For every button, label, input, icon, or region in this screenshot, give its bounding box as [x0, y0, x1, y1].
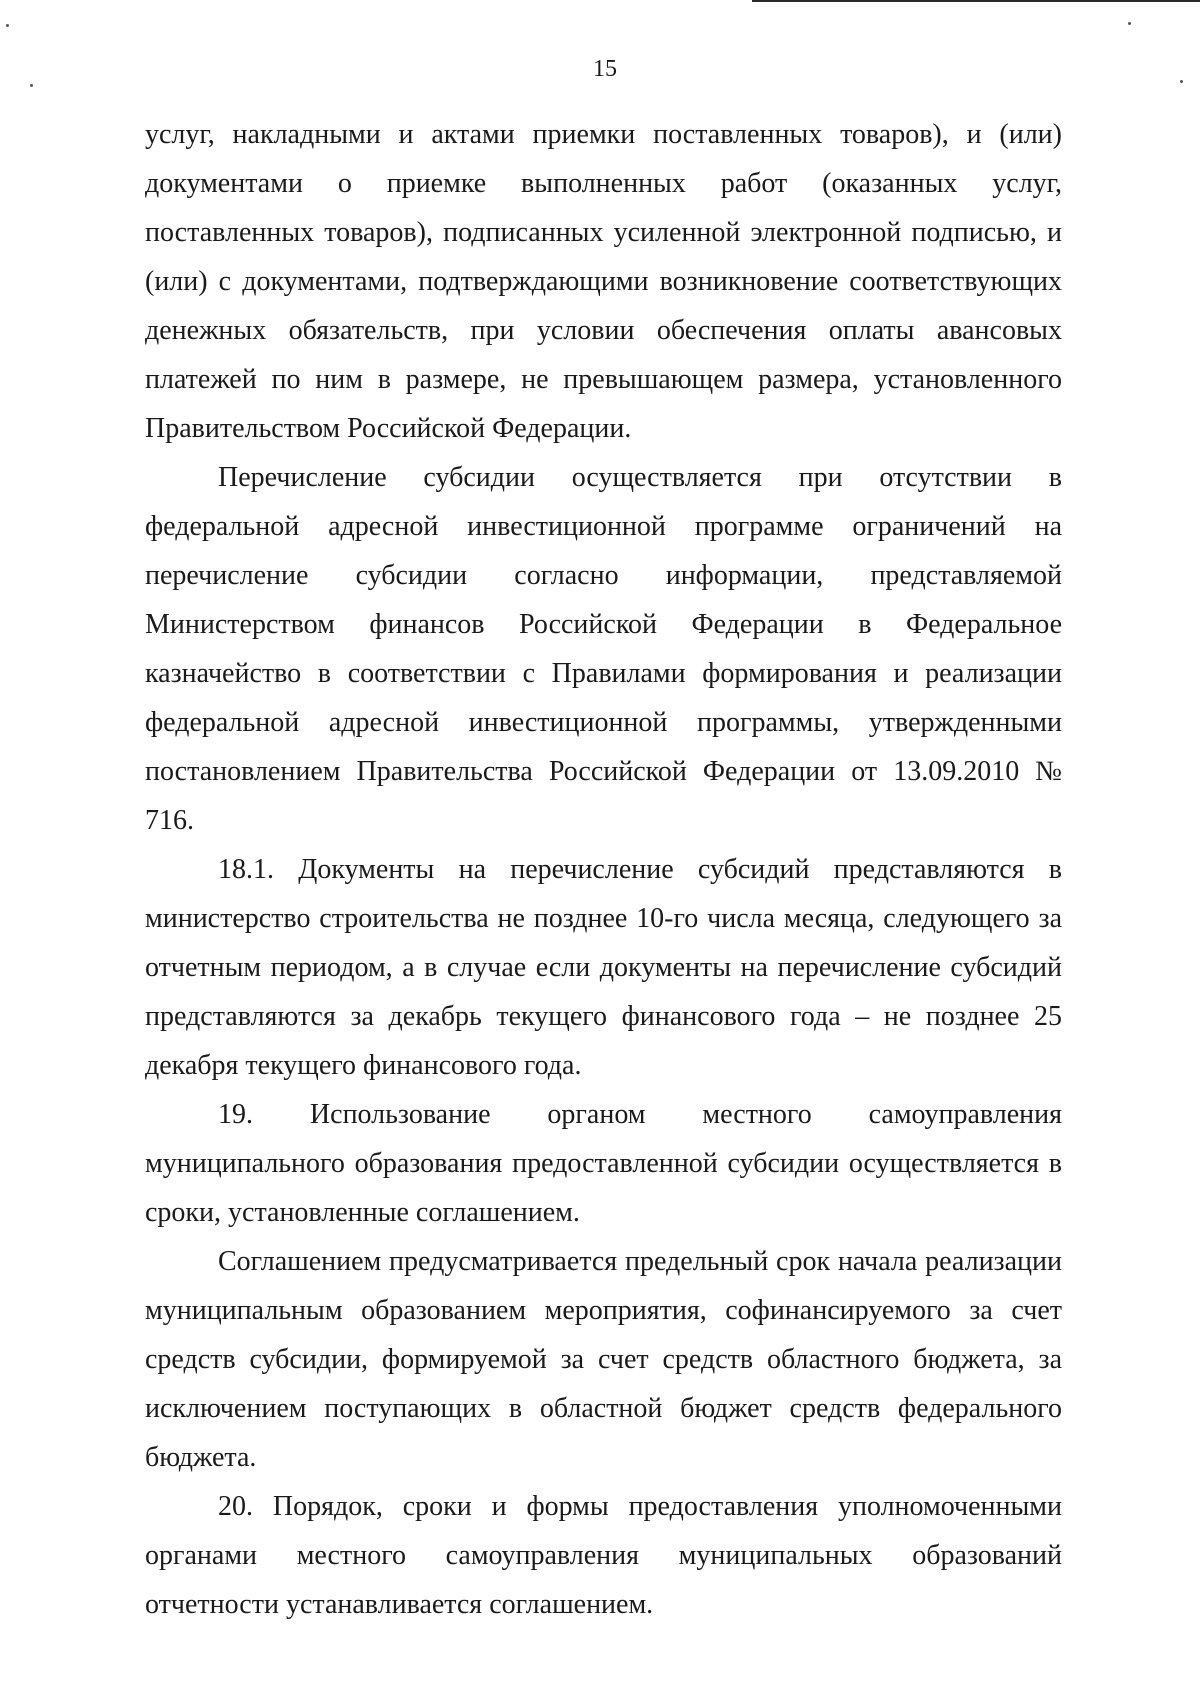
paragraph-subsidy-transfer: Перечисление субсидии осуществляется при отсутствии в федеральной адресной инвестиционной программе ограничений на перечисление субсидии согласно информации, представляемой Министерством финансов Российской Федерации в Федеральное казначейство в соответствии с Правилами формирования и реализации федеральной адресной инвестиционной программы, утвержденными постановлением Правительства Российской Федерации от 13.09.2010 № 716.: [145, 462, 1062, 836]
paragraph-20: 20. Порядок, сроки и формы предоставления уполномоченными органами местного самоуправления муниципальных образований отчетности устанавливается соглашением.: [145, 1491, 1062, 1620]
page-number: 15: [593, 56, 617, 82]
paragraph-19: 19. Использование органом местного самоуправления муниципального образования предоставленной субсидии осуществляется в сроки, установленные соглашением.: [145, 1099, 1062, 1228]
paragraph-18-1: 18.1. Документы на перечисление субсидий представляются в министерство строительства не позднее 10-го числа месяца, следующего за отчетным периодом, а в случае если документы на перечисление субсидий представляются за декабрь текущего финансового года – не позднее 25 декабря текущего финансового года.: [145, 854, 1062, 1081]
scan-speck: [6, 24, 9, 27]
scan-speck: [30, 84, 33, 87]
paragraph-agreement-deadline: Соглашением предусматривается предельный срок начала реализации муниципальным образованием мероприятия, софинансируемого за счет средств субсидии, формируемой за счет средств областного бюджета, за исключением поступающих в областной бюджет средств федерального бюджета.: [145, 1246, 1062, 1473]
paragraph-continuation: услуг, накладными и актами приемки поставленных товаров), и (или) документами о приемке выполненных работ (оказанных услуг, поставленных товаров), подписанных усиленной электронной подписью, и (или) с документами, подтверждающими возникновение соответствующих денежных обязательств, при условии обеспечения оплаты авансовых платежей по ним в размере, не превышающем размера, установленного Правительством Российской Федерации.: [145, 119, 1062, 444]
document-body: [145, 110, 1062, 1629]
top-edge-line: [752, 0, 1200, 2]
scan-speck: [1128, 22, 1131, 25]
